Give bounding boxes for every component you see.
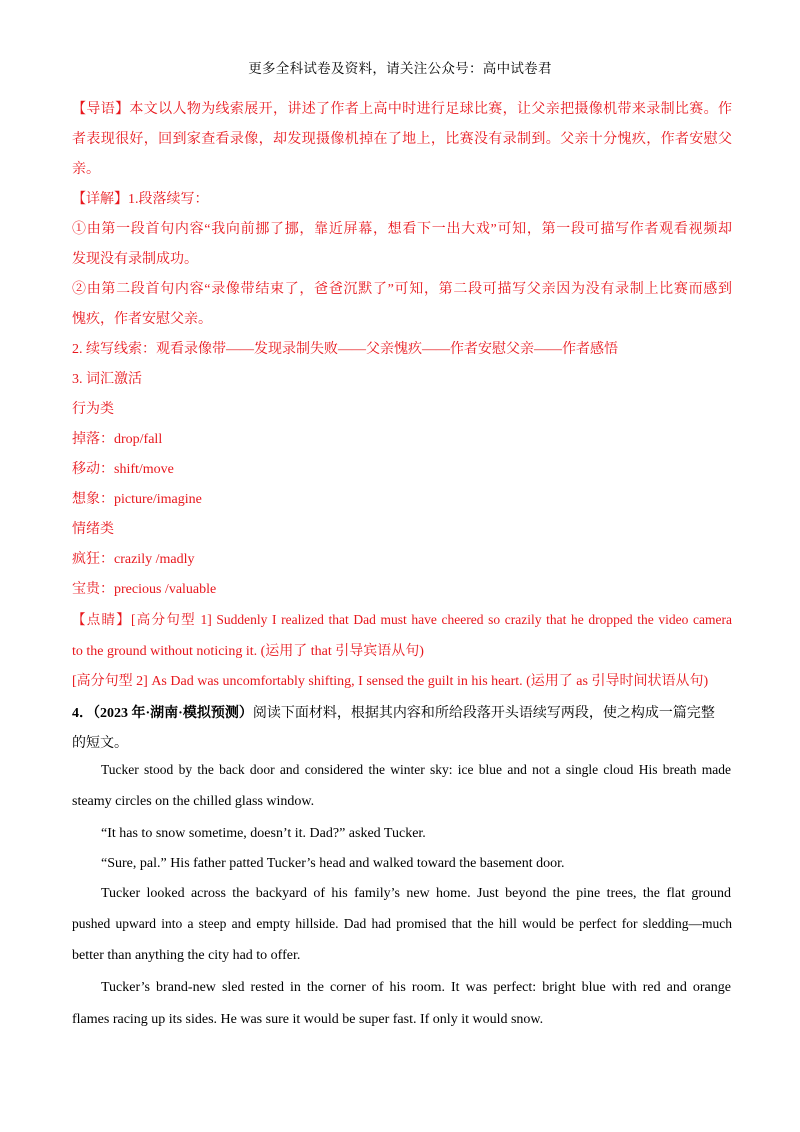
story-p4-line-3: better than anything the city had to offer. [72, 948, 301, 963]
story-p1-line-2: steamy circles on the chilled glass window. [72, 794, 315, 809]
vocab-item: 掉落：drop/fall [72, 432, 163, 447]
vocab-title: 3. 词汇激活 [72, 372, 142, 387]
vocab-item: 移动：shift/move [72, 462, 174, 477]
highlight-line-3: [高分句型 2] As Dad was uncomfortably shifting, I sensed the guilt in his heart. (运用了 as 引导时间状语从句) [72, 674, 709, 689]
question-source: （2023 年·湖南·模拟预测） [93, 706, 253, 721]
highlight-line-1: 【点睛】[高分句型 1] Suddenly I realized that Dad must have cheered so crazily that he dropped the video camera [72, 612, 732, 627]
vocab-action-label: 行为类 [72, 402, 114, 417]
vocab-item: 宝贵：precious /valuable [72, 582, 217, 597]
continuation-clue: 2. 续写线索：观看录像带——发现录制失败——父亲愧疚——作者安慰父亲——作者感悟 [72, 342, 618, 357]
question-line-1 [72, 702, 732, 722]
detail-point-1-line-1: ①由第一段首句内容“我向前挪了挪，靠近屏幕，想看下一出大戏”可知，第一段可描写作者观看视频却 [72, 222, 732, 237]
question-line-2: 的短文。 [72, 736, 128, 751]
detail-heading: 【详解】1.段落续写： [72, 192, 209, 207]
page-header: 更多全科试卷及资料，请关注公众号：高中试卷君 [248, 61, 552, 76]
guide-line-1: 【导语】本文以人物为线索展开，讲述了作者上高中时进行足球比赛，让父亲把摄像机带来录制比赛。作 [72, 102, 732, 117]
detail-point-2-line-1: ②由第二段首句内容“录像带结束了，爸爸沉默了”可知，第二段可描写父亲因为没有录制上比赛而感到 [72, 282, 732, 297]
vocab-emotion-label: 情绪类 [72, 522, 114, 537]
question-instruction: 阅读下面材料，根据其内容和所给段落开头语续写两段，使之构成一篇完整 [252, 706, 715, 721]
highlight-line-2: to the ground without noticing it. (运用了 that 引导宾语从句) [72, 644, 424, 659]
vocab-item: 疯狂：crazily /madly [72, 552, 195, 567]
vocab-item: 想象：picture/imagine [72, 492, 202, 507]
question-number: 4． [72, 706, 93, 721]
story-p1-line-1: Tucker stood by the back door and considered the winter sky: ice blue and not a single cloud His breath made [101, 762, 731, 777]
story-p2: “It has to snow sometime, doesn’t it. Dad?” asked Tucker. [101, 826, 426, 841]
guide-line-3: 亲。 [72, 162, 100, 177]
story-p5-line-2: flames racing up its sides. He was sure it would be super fast. If only it would snow. [72, 1012, 544, 1027]
guide-line-2: 者表现很好，回到家查看录像，却发现摄像机掉在了地上，比赛没有录制到。父亲十分愧疚，作者安慰父 [72, 132, 732, 147]
story-p4-line-1: Tucker looked across the backyard of his family’s new home. Just beyond the pine trees, the flat ground [101, 886, 731, 901]
detail-point-2-line-2: 愧疚，作者安慰父亲。 [72, 312, 212, 327]
detail-point-1-line-2: 发现没有录制成功。 [72, 252, 198, 267]
story-p3: “Sure, pal.” His father patted Tucker’s head and walked toward the basement door. [101, 856, 565, 871]
story-p5-line-1: Tucker’s brand-new sled rested in the corner of his room. It was perfect: bright blue with red and orange [101, 980, 731, 995]
story-p4-line-2: pushed upward into a steep and empty hillside. Dad had promised that the hill would be perfect for sledding—much [72, 916, 732, 931]
